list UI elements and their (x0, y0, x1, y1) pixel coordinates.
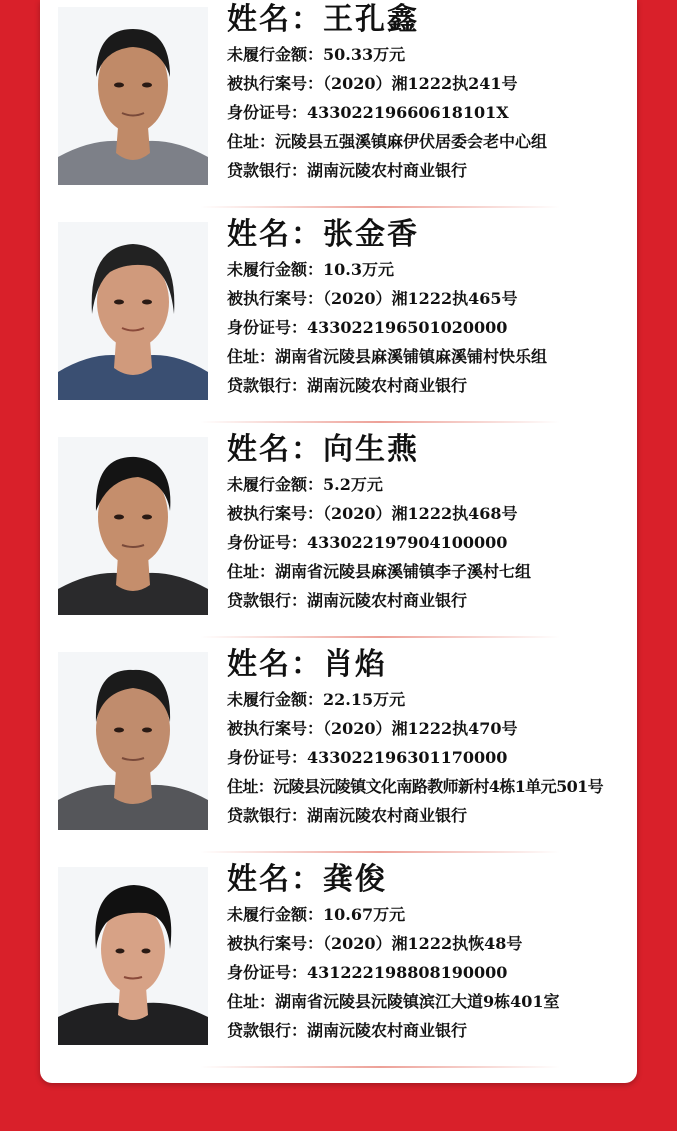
bank-label: 贷款银行： (227, 376, 308, 395)
amount-value: 10.67万元 (323, 905, 406, 924)
bank-value: 湖南沅陵农村商业银行 (307, 806, 468, 825)
amount-row (227, 255, 627, 284)
case-row (227, 499, 627, 528)
bank-row (227, 371, 627, 400)
case-label: 被执行案号： (227, 74, 324, 93)
bank-label: 贷款银行： (227, 1021, 308, 1040)
case-value: （2020）湘1222执468号 (323, 504, 518, 523)
id-row (227, 313, 627, 342)
amount-row (227, 685, 627, 714)
id-row (227, 98, 627, 127)
amount-label: 未履行金额： (227, 905, 324, 924)
case-value: （2020）湘1222执465号 (323, 289, 518, 308)
id-value: 433022197904100000 (307, 533, 508, 552)
person-info (227, 215, 627, 400)
name-row (227, 0, 627, 40)
id-value: 433022196501020000 (307, 318, 508, 337)
amount-value: 22.15万元 (323, 690, 406, 709)
person-info (227, 430, 627, 615)
bank-row (227, 586, 627, 615)
address-value: 湖南省沅陵县麻溪铺镇麻溪铺村快乐组 (275, 347, 548, 366)
person-photo (58, 7, 208, 185)
divider (200, 636, 560, 638)
case-row (227, 284, 627, 313)
address-row (227, 557, 627, 586)
person-entry (40, 860, 637, 1072)
person-info (227, 645, 627, 830)
bank-label: 贷款银行： (227, 591, 308, 610)
address-label: 住址： (227, 347, 276, 366)
person-photo (58, 867, 208, 1045)
bank-label: 贷款银行： (227, 161, 308, 180)
address-row (227, 772, 627, 801)
id-value: 433022196301170000 (307, 748, 508, 767)
bank-value: 湖南沅陵农村商业银行 (307, 1021, 468, 1040)
bank-row (227, 156, 627, 185)
person-entry (40, 0, 637, 212)
person-photo (58, 652, 208, 830)
bank-value: 湖南沅陵农村商业银行 (307, 376, 468, 395)
divider (200, 421, 560, 423)
case-row (227, 929, 627, 958)
case-row (227, 69, 627, 98)
amount-value: 50.33万元 (323, 45, 406, 64)
case-value: （2020）湘1222执恢48号 (323, 934, 523, 953)
amount-label: 未履行金额： (227, 260, 324, 279)
address-value: 沅陵县沅陵镇文化南路教师新村4栋1单元501号 (273, 777, 604, 796)
name-row (227, 430, 627, 470)
address-label: 住址： (227, 992, 276, 1011)
id-row (227, 958, 627, 987)
debtor-list-card (40, 0, 637, 1083)
name-label: 姓名： (227, 217, 323, 252)
name-label: 姓名： (227, 862, 323, 897)
case-label: 被执行案号： (227, 504, 324, 523)
case-value: （2020）湘1222执241号 (323, 74, 518, 93)
name-row (227, 860, 627, 900)
amount-label: 未履行金额： (227, 690, 324, 709)
id-row (227, 528, 627, 557)
name-row (227, 215, 627, 255)
address-value: 沅陵县五强溪镇麻伊伏居委会老中心组 (275, 132, 548, 151)
address-label: 住址： (227, 777, 274, 796)
person-photo (58, 222, 208, 400)
amount-value: 5.2万元 (323, 475, 383, 494)
person-entry (40, 645, 637, 857)
person-info (227, 0, 627, 185)
divider (200, 851, 560, 853)
address-label: 住址： (227, 132, 276, 151)
name-value: 王孔鑫 (323, 2, 419, 37)
amount-label: 未履行金额： (227, 45, 324, 64)
amount-row (227, 470, 627, 499)
person-info (227, 860, 627, 1045)
name-label: 姓名： (227, 647, 323, 682)
name-value: 肖焰 (323, 647, 387, 682)
address-value: 湖南省沅陵县沅陵镇滨江大道9栋401室 (275, 992, 560, 1011)
name-row (227, 645, 627, 685)
address-label: 住址： (227, 562, 276, 581)
amount-value: 10.3万元 (323, 260, 394, 279)
address-row (227, 342, 627, 371)
amount-row (227, 40, 627, 69)
id-label: 身份证号： (227, 318, 308, 337)
person-photo (58, 437, 208, 615)
divider (200, 206, 560, 208)
case-label: 被执行案号： (227, 934, 324, 953)
bank-row (227, 1016, 627, 1045)
id-row (227, 743, 627, 772)
name-label: 姓名： (227, 2, 323, 37)
person-entry (40, 430, 637, 642)
address-row (227, 987, 627, 1016)
name-value: 龚俊 (323, 862, 387, 897)
amount-row (227, 900, 627, 929)
bank-value: 湖南沅陵农村商业银行 (307, 161, 468, 180)
bank-label: 贷款银行： (227, 806, 308, 825)
address-row (227, 127, 627, 156)
bank-value: 湖南沅陵农村商业银行 (307, 591, 468, 610)
case-label: 被执行案号： (227, 289, 324, 308)
id-value: 431222198808190000 (307, 963, 508, 982)
name-label: 姓名： (227, 432, 323, 467)
case-row (227, 714, 627, 743)
id-label: 身份证号： (227, 963, 308, 982)
address-value: 湖南省沅陵县麻溪铺镇李子溪村七组 (275, 562, 532, 581)
name-value: 张金香 (323, 217, 419, 252)
id-label: 身份证号： (227, 103, 308, 122)
name-value: 向生燕 (323, 432, 419, 467)
case-label: 被执行案号： (227, 719, 324, 738)
id-value: 43302219660618101X (307, 103, 509, 122)
person-entry (40, 215, 637, 427)
amount-label: 未履行金额： (227, 475, 324, 494)
bank-row (227, 801, 627, 830)
divider (200, 1066, 560, 1068)
case-value: （2020）湘1222执470号 (323, 719, 518, 738)
id-label: 身份证号： (227, 533, 308, 552)
id-label: 身份证号： (227, 748, 308, 767)
